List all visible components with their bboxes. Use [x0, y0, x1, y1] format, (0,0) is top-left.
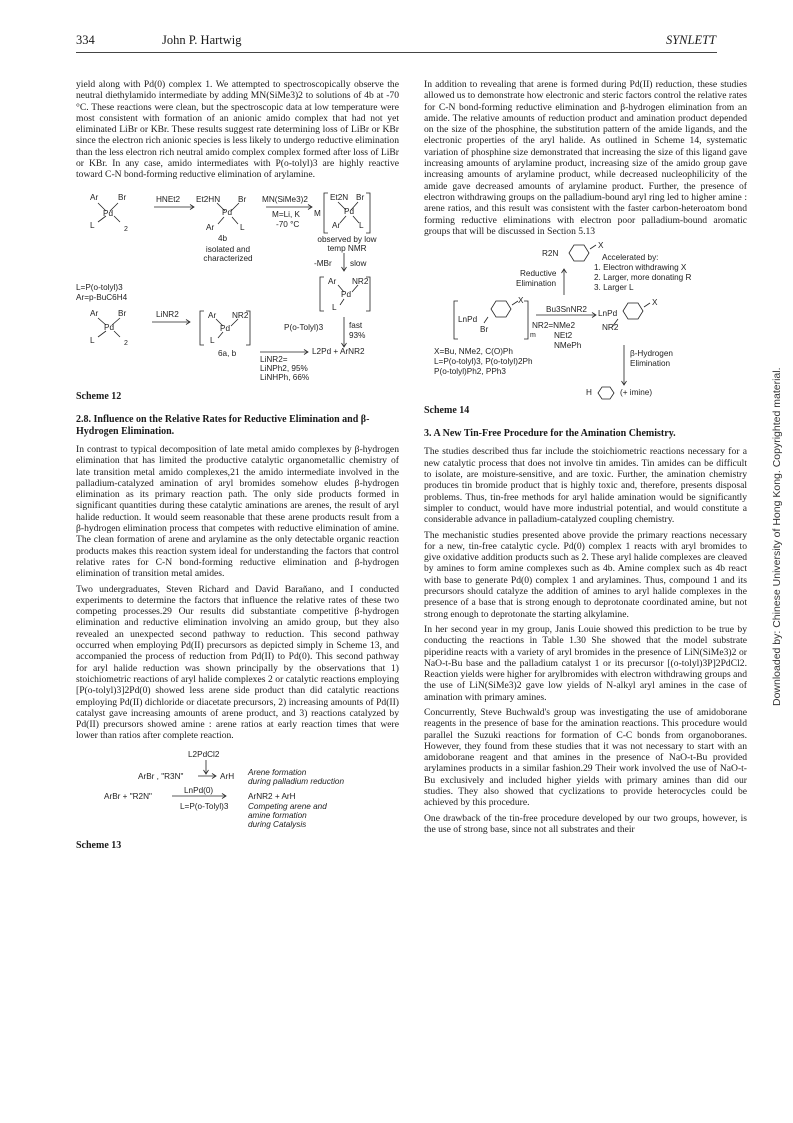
scheme-label: NR2=NMe2 [532, 321, 576, 331]
scheme-label: LnPd [458, 315, 478, 325]
scheme-label: Ar [328, 276, 337, 286]
scheme-label: M [314, 208, 321, 218]
paragraph: The mechanistic studies presented above provide the primary reactions necessary for a new, tin-free catalytic cycle. Pd(0) complex 1 reacts with aryl bromides to give oxidative addition products such as 2. These aryl halide complexes are cleaved by amines to form amine complexes such as 4b. Amine complex such as 4b react with base to generate Pd(0) complex 1 and arylamines. Thus, compound 1 and its precursors should catalyze the addition of amines to aryl halide complexes in the presence of a base that is strong enough to deprotonate coordinated amine, but not strong enough to deprotonate the starting alkylamine. [424, 529, 747, 620]
paragraph: In addition to revealing that arene is formed during Pd(II) reduction, these studies allowed us to demonstrate how electronic and steric factors control the relative rates for C-N bond-forming reductive elimination and β-hydrogen elimination from an amide. The relative amounts of reduction product and amination product depended on the size of the phosphine, the substitution pattern of the amide ligands, and the electronic properties of the aryl halide. As outlined in Scheme 14, systematic variation of phosphine size demonstrated that increasing the size of this ligand gave increasing amounts of arylamine product, increasing size of the amido group gave increasing amounts of arylamine product, while decreased nucleophilicity of the amide gave decreased amounts of arylamine product. Further, the presence of electron withdrawing groups on the palladium-bound aryl ring led to higher amine : arene ratios, and this result was consistent with the faster carbon-heteroatom bond forming reductive eliminations with electron poor palladium-bound aromatic groups that will be discussed in Section 5.13 [424, 79, 747, 237]
scheme-label: L [240, 222, 245, 232]
scheme-label: β-Hydrogen [630, 349, 673, 359]
scheme-label: P(o-Tolyl)3 [284, 322, 324, 332]
scheme-label: Br [118, 192, 127, 202]
scheme-label: Elimination [516, 279, 557, 289]
paragraph: The studies described thus far include the stoichiometric reactions necessary for a new catalytic process that does not involve tin amides. Tin amides can be difficult to isolate, are moisture-sensitive, and are toxic. Further, the amination chemistry produces tin bromide product that is highly toxic and, therefore, presents disposal problems. Thus, tin-free methods for aryl halide amination would be significantly simpler to conduct, would have more industrial potential, and would constitute a considerable advance in palladium-catalyzed coupling chemistry. [424, 446, 747, 526]
scheme-label: Br [480, 325, 489, 335]
scheme-label: during Catalysis [248, 819, 307, 829]
scheme-label: NMePh [554, 341, 582, 351]
scheme-14-figure [424, 243, 747, 403]
paragraph: In her second year in my group, Janis Louie showed this prediction to be true by conducting the reactions in Table 1.30 She showed that the model substrate piperidine reacts with a variety of aryl bromides in the presence of LiN(SiMe3)2 or NaO-t-Bu base and the palladium catalyst 1 or its precursor [(o-tolyl)3P]2PdCl2. Reaction yields were higher for arylbromides with electron withdrawing groups and the use of LiN(SiMe3)2 gave low yields of N-alkyl aryl amines in the case of amination with primary amines. [424, 623, 747, 703]
scheme-label: Ar [90, 192, 99, 202]
scheme-label: NR2 [352, 276, 369, 286]
scheme-label: ArH [220, 771, 235, 781]
scheme-label: L=P(o-tolyl)3 [76, 282, 123, 292]
scheme-label: ArBr + "R2N" [104, 791, 152, 801]
scheme-label: R2N [542, 249, 559, 259]
scheme-label: Reductive [520, 269, 557, 279]
scheme-label: MN(SiMe3)2 [262, 194, 308, 204]
right-column [424, 79, 747, 839]
scheme-label: H [586, 388, 592, 398]
scheme-label: L2Pd + ArNR2 [312, 346, 365, 356]
scheme-label: LiNR2 [156, 309, 179, 319]
scheme-label: L [90, 220, 95, 230]
scheme-label: L [359, 220, 364, 230]
section-heading: 2.8. Influence on the Relative Rates for Reductive Elimination and β-Hydrogen Elimination. [76, 413, 370, 437]
scheme-caption: Scheme 13 [76, 839, 122, 851]
paragraph: yield along with Pd(0) complex 1. We attempted to spectroscopically observe the neutral diethylamido intermediate by adding MN(SiMe3)2 to solutions of 4b at -70 °C. These reactions were clean, but the spectroscopic data at low temperature were most consistent with formation of an anionic amido complex that had not yet eliminated LiBr or KBr. These results suggest rate determining loss of LiBr or KBr since the electron rich anionic species is less likely to undergo reductive elimination than the less electron rich neutral amido complex complex formed after loss of LiBr or KBr. In any case, amido intermediates with P(o-tolyl)3 are highly reactive toward C-N bond-forming reductive elimination of arylamine. [76, 79, 399, 181]
scheme-label: Arene formation [248, 767, 307, 777]
scheme-label: NR2 [602, 323, 619, 333]
running-author: John P. Hartwig [162, 33, 242, 47]
scheme-label: Accelerated by: [602, 253, 659, 263]
scheme-label: Pd [344, 206, 355, 216]
scheme-label: Pd [103, 208, 114, 218]
scheme-label: Et2HN [196, 194, 221, 204]
scheme-label: ArNR2 + ArH [248, 791, 296, 801]
scheme-13-figure [76, 748, 399, 840]
scheme-label: X [652, 298, 658, 308]
scheme-label: P(o-tolyl)Ph2, PPh3 [434, 367, 506, 377]
header-rule [76, 52, 717, 53]
scheme-label: X [518, 296, 524, 306]
scheme-label: M=Li, K [272, 209, 300, 219]
scheme-label: Br [356, 192, 365, 202]
scheme-label: 1. Electron withdrawing X [594, 263, 687, 273]
journal-name: SYNLETT [665, 33, 716, 47]
scheme-label: LnPd [598, 309, 618, 319]
compound-label: 6a, b [218, 348, 237, 358]
scheme-label: Elimination [630, 359, 671, 369]
scheme-label: LnPd(0) [184, 785, 214, 795]
paragraph: Two undergraduates, Steven Richard and David Baraňano, and I conducted experiments to determine the factors that influence the relative rates of these two competing processes.29 Our results did substantiate competitive β-hydrogen elimination and reductive elimination involving an amido group, but they also revealed an unexpected second pathway to reduction. This second pathway occurred when employing Pd(II) precursors as depicted simply in Scheme 13, and accompanied the process of reduction from Pd(II) to Pd(0). This second pathway for aryl halide reduction was shown principally by the observations that 1) stoichiometric reactions of aryl halide complexes 2 or catalytic reactions employing [P(o-tolyl)3]2Pd(0) showed less arene side product than did catalytic reactions employing Pd(II) dichloride or diacetate precursors, 2) increasing amounts of Pd(II) catalyst gave increasing amounts of arene product, and 3) reactions catalyzed by Pd(II) precursors showed amine : arene ratios at early reaction times that were lower than ratios after complete reaction. [76, 583, 399, 742]
scheme-label: fast [349, 320, 363, 330]
scheme-label: Pd [222, 207, 233, 217]
paragraph: One drawback of the tin-free procedure developed by our two groups, however, is the use of strong base, since not all substrates and their [424, 812, 747, 835]
scheme-label: 2 [124, 225, 128, 233]
scheme-label: L=P(o-tolyl)3, P(o-tolyl)2Ph [434, 357, 533, 367]
scheme-caption: Scheme 12 [76, 390, 122, 402]
scheme-label: NEt2 [554, 331, 573, 341]
scheme-label: Et2N [330, 192, 349, 202]
scheme-label: (+ imine) [620, 388, 653, 398]
scheme-label: isolated and characterized [203, 244, 253, 264]
scheme-label: HNEt2 [156, 194, 181, 204]
scheme-label: LiNPh2, 95% [260, 363, 308, 373]
scheme-label: L2PdCl2 [188, 749, 220, 759]
scheme-label: 2. Larger, more donating R [594, 273, 692, 283]
paragraph: Concurrently, Steve Buchwald's group was investigating the use of amidoborane reagents in the presence of base for the amination reactions. This procedure would parallel the Suzuki reactions for formation of C-C bonds from organoboranes. However, they found from these studies that it was not necessary to start with an amidoborane reagent and that amines in the presence of NaO-t-Bu provided arylamines products in a similar fashion.29 Their work involved the use of NaO-t-Bu exclusively and included higher yields with primary amines than did our studies. They also showed that cyclizations to provide heterocycles could be achieved by this procedure. [424, 706, 747, 809]
scheme-label: ArBr , "R3N" [138, 771, 184, 781]
scheme-label: L [90, 335, 95, 345]
scheme-label: L [332, 302, 337, 312]
left-column [76, 79, 399, 861]
section-heading: 3. A New Tin-Free Procedure for the Amination Chemistry. [424, 428, 676, 440]
scheme-label: m [530, 332, 536, 340]
scheme-label: Pd [220, 323, 231, 333]
scheme-label: Ar [332, 220, 341, 230]
scheme-caption: Scheme 14 [424, 405, 470, 417]
scheme-label: during palladium reduction [248, 776, 345, 786]
scheme-label: Competing arene and [248, 801, 327, 811]
paragraph: In contrast to typical decomposition of late metal amido complexes by β-hydrogen elimination that has limited the productive catalytic organometallic chemistry of late transition metal amido complexes,21 the amido intermediate involved in the palladium-catalyzed amination of aryl bromides somehow eludes β-hydrogen elimination as its primary reaction path. The only side products formed in significant quantities during these catalytic aminations are arenes, the result of aryl halide reduction. It would seem reasonable that these arene products result from a β-hydrogen elimination process that competes with reductive elimination of amine. The clean formation of arene and arylamine as the only detectable organic reaction products makes this reaction system ideal for understanding the factors that control relative rates for C-N bond-forming reductive elimination and β-hydrogen elimination of transition metal amides. [76, 443, 399, 580]
scheme-12-graphics [76, 189, 399, 389]
page-number: 334 [76, 33, 95, 47]
running-header [76, 33, 716, 49]
scheme-label: Ar=p-BuC6H4 [76, 292, 128, 302]
scheme-label: L=P(o-Tolyl)3 [180, 801, 229, 811]
scheme-label: Ar [90, 308, 99, 318]
scheme-label: -70 °C [276, 219, 300, 229]
scheme-label: observed by low temp NMR [317, 234, 377, 254]
download-watermark [771, 367, 783, 716]
scheme-label: Br [118, 308, 127, 318]
scheme-label: L [210, 335, 215, 345]
compound-label: 4b [218, 233, 228, 243]
scheme-label: LiNR2= [260, 354, 288, 364]
scheme-label: 2 [124, 339, 128, 347]
scheme-label: Bu3SnNR2 [546, 305, 587, 315]
scheme-label: X=Bu, NMe2, C(O)Ph [434, 347, 513, 357]
scheme-label: X [598, 241, 604, 251]
scheme-label: NR2 [232, 310, 249, 320]
scheme-label: 93% [349, 330, 366, 340]
scheme-label: 3. Larger L [594, 283, 634, 293]
scheme-12-figure [76, 189, 399, 389]
scheme-label: Br [238, 194, 247, 204]
scheme-label: amine formation [248, 810, 307, 820]
scheme-label: -MBr [314, 258, 332, 268]
scheme-label: Pd [104, 322, 115, 332]
scheme-label: LiNHPh, 66% [260, 372, 310, 382]
scheme-label: Ar [206, 222, 215, 232]
scheme-label: slow [350, 258, 367, 268]
scheme-label: Ar [208, 310, 217, 320]
download-watermark-text: Downloaded by: Chinese University of Hong Kong. Copyrighted material. [771, 367, 783, 706]
scheme-label: Pd [341, 289, 352, 299]
